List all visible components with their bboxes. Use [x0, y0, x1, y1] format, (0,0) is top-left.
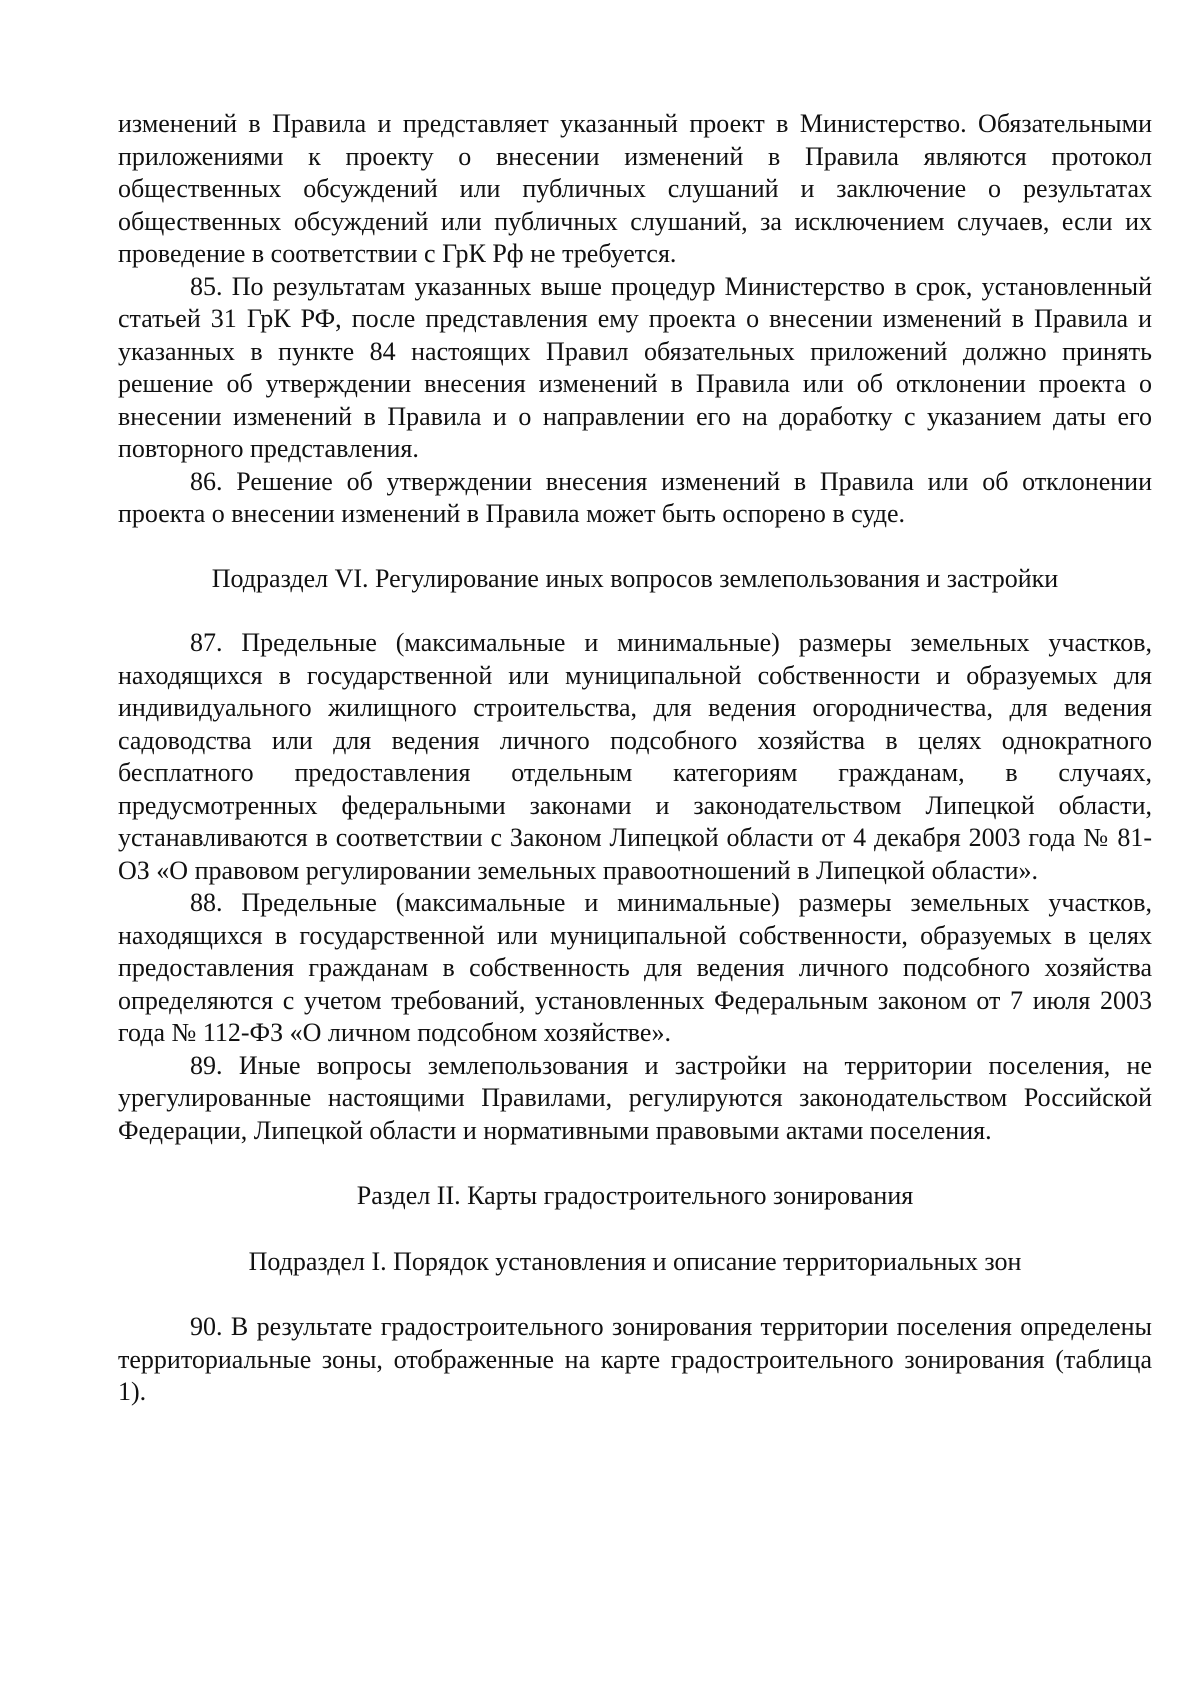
spacer: [118, 531, 1152, 563]
spacer: [118, 1213, 1152, 1246]
heading-subsection-vi: Подраздел VI. Регулирование иных вопросов землепользования и застройки: [211, 563, 1059, 593]
document-page: [118, 108, 1152, 1409]
heading-subsection-i: Подраздел I. Порядок установления и описание территориальных зон: [248, 1246, 1022, 1276]
heading-section-ii: Раздел II. Карты градостроительного зонирования: [356, 1181, 914, 1210]
spacer: [118, 1278, 1152, 1311]
spacer: [118, 595, 1152, 627]
paragraph-84-continuation: изменений в Правила и представляет указанный проект в Министерство. Обязательными приложениями к проекту о внесении изменений в Правила являются протокол общественных обсуждений или публичных слушаний и заключение о результатах общественных обсуждений или публичных слушаний, за исключением случаев, если их проведение в соответствии с ГрК Рф не требуется.: [118, 109, 1152, 268]
paragraph-87: 87. Предельные (максимальные и минимальные) размеры земельных участков, находящихся в государственной или муниципальной собственности и образуемых для индивидуального жилищного строительства, для ведения огородничества, для ведения садоводства или для ведения личного подсобного хозяйства в целях однократного бесплатного предоставления отдельным категориям гражданам, в случаях, предусмотренных федеральными законами и законодательством Липецкой области, устанавливаются в соответствии с Законом Липецкой области от 4 декабря 2003 года № 81-ОЗ «О правовом регулировании земельных правоотношений в Липецкой области».: [118, 628, 1152, 885]
paragraph-89: 89. Иные вопросы землепользования и застройки на территории поселения, не урегулированные настоящими Правилами, регулируются законодательством Российской Федерации, Липецкой области и нормативными правовыми актами поселения.: [118, 1050, 1152, 1145]
paragraph-85: 85. По результатам указанных выше процедур Министерство в срок, установленный статьей 31 ГрК РФ, после представления ему проекта о внесении изменений в Правила и указанных в пункте 84 настоящих Правил обязательных приложений должно принять решение об утверждении внесения изменений в Правила или об отклонении проекта о внесении изменений в Правила и о направлении его на доработку с указанием даты его повторного представления.: [118, 271, 1152, 463]
spacer: [118, 1147, 1152, 1180]
paragraph-88: 88. Предельные (максимальные и минимальные) размеры земельных участков, находящихся в государственной или муниципальной собственности, образуемых в целях предоставления гражданам в собственность для ведения личного подсобного хозяйства определяются с учетом требований, установленных Федеральным законом от 7 июля 2003 года № 112-ФЗ «О личном подсобном хозяйстве».: [118, 888, 1152, 1047]
paragraph-90: 90. В результате градостроительного зонирования территории поселения определены территориальные зоны, отображенные на карте градостроительного зонирования (таблица 1).: [118, 1312, 1152, 1406]
paragraph-86: 86. Решение об утверждении внесения изменений в Правила или об отклонении проекта о внесении изменений в Правила может быть оспорено в суде.: [118, 466, 1152, 528]
